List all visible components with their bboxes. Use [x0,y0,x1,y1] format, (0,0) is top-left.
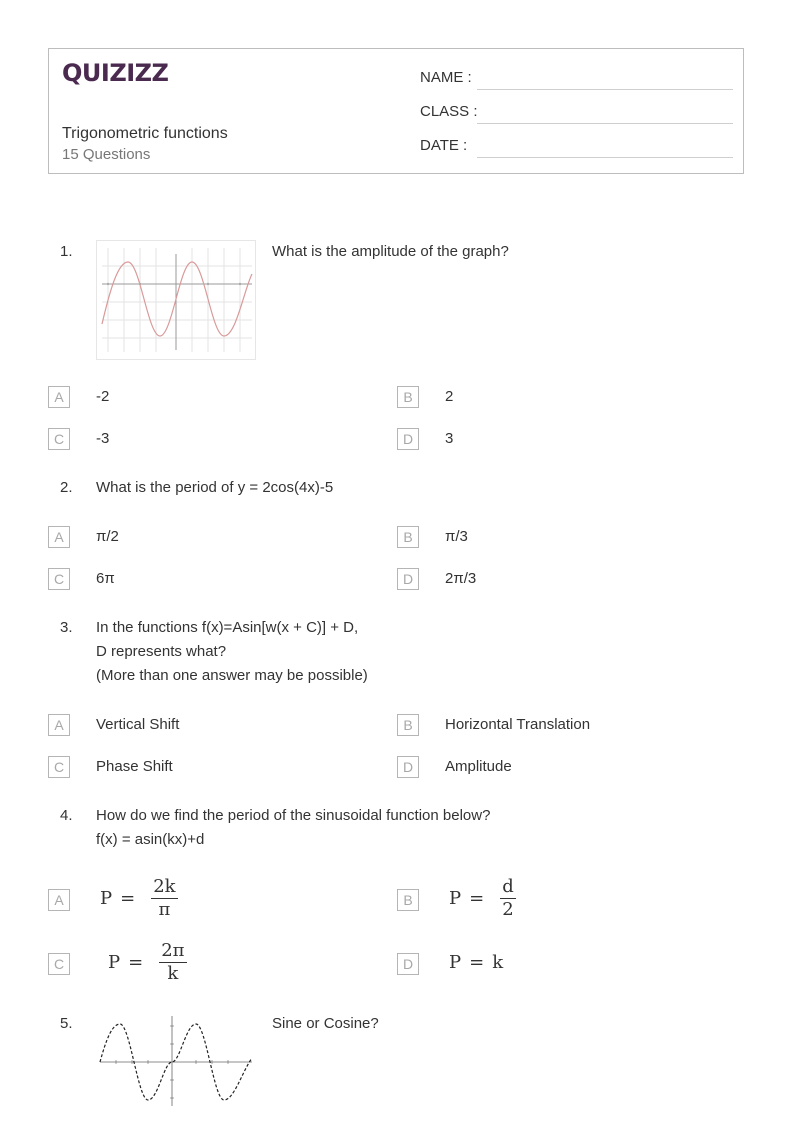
option-letter[interactable]: B [397,889,419,911]
option-text[interactable]: -3 [96,430,110,447]
question-number: 1. [60,243,73,260]
option-letter[interactable]: D [397,756,419,778]
question-line: How do we find the period of the sinusoidal function below? [96,807,491,824]
question-text: Sine or Cosine? [272,1015,379,1032]
option-text[interactable]: Vertical Shift [96,716,180,733]
worksheet-title: Trigonometric functions [62,125,228,142]
option-text[interactable]: Amplitude [445,758,512,775]
option-letter[interactable]: B [397,714,419,736]
question-text: What is the period of y = 2cos(4x)-5 [96,479,334,496]
option-letter[interactable]: C [48,756,70,778]
question-line: D represents what? [96,643,227,660]
option-text[interactable]: 6π [96,570,115,587]
question-line: In the functions f(x)=Asin[w(x + C)] + D, [96,619,359,636]
question-count: 15 Questions [62,146,151,163]
option-letter[interactable]: B [397,386,419,408]
question-number: 2. [60,479,73,496]
option-text[interactable]: π/3 [445,528,468,545]
fraction-denominator: k [167,963,179,984]
question-5-graph [96,1012,256,1108]
option-letter[interactable]: C [48,428,70,450]
question-number: 3. [60,619,73,636]
formula-fraction [159,940,186,985]
option-text[interactable]: π/2 [96,528,119,545]
fraction-denominator: π [158,899,171,920]
quizizz-logo: QUIZIZZ [62,59,169,87]
formula-equals: = [469,952,485,973]
fraction-numerator: d [502,876,514,897]
formula-equals: = [120,888,136,909]
option-letter[interactable]: C [48,568,70,590]
class-field[interactable] [477,123,733,124]
name-field[interactable] [477,89,733,90]
formula-lhs: P [100,888,113,909]
date-label: DATE : [420,137,468,154]
class-label: CLASS : [420,103,478,120]
option-text[interactable]: Phase Shift [96,758,173,775]
option-text[interactable]: Horizontal Translation [445,716,591,733]
option-letter[interactable]: A [48,889,70,911]
question-number: 5. [60,1015,73,1032]
option-formula[interactable] [108,940,187,985]
worksheet-header [48,48,744,174]
formula-lhs: P [449,952,462,973]
option-letter[interactable]: A [48,386,70,408]
option-letter[interactable]: C [48,953,70,975]
question-1-graph [96,240,256,360]
option-letter[interactable]: A [48,526,70,548]
option-formula[interactable] [100,876,178,921]
option-letter[interactable]: D [397,428,419,450]
option-formula[interactable] [449,876,516,921]
name-label: NAME : [420,69,472,86]
option-letter[interactable]: D [397,568,419,590]
question-text: What is the amplitude of the graph? [272,243,509,260]
formula-rhs: k [492,952,504,973]
option-letter[interactable]: A [48,714,70,736]
option-text[interactable]: 2 [445,388,454,405]
formula-fraction [500,876,516,921]
question-line: (More than one answer may be possible) [96,667,368,684]
formula-equals: = [469,888,485,909]
question-number: 4. [60,807,73,824]
formula-lhs: P [108,952,121,973]
formula-equals: = [128,952,144,973]
fraction-denominator: 2 [502,899,514,920]
fraction-numerator: 2π [161,940,185,961]
fraction-numerator: 2k [153,876,176,897]
option-formula[interactable] [449,952,503,973]
question-text [96,804,490,852]
option-letter[interactable]: D [397,953,419,975]
formula-lhs: P [449,888,462,909]
question-text [96,616,368,688]
option-letter[interactable]: B [397,526,419,548]
question-line: f(x) = asin(kx)+d [96,831,205,848]
formula-fraction [151,876,177,921]
date-field[interactable] [477,157,733,158]
option-text[interactable]: 3 [445,430,454,447]
option-text[interactable]: 2π/3 [445,570,477,587]
option-text[interactable]: -2 [96,388,110,405]
